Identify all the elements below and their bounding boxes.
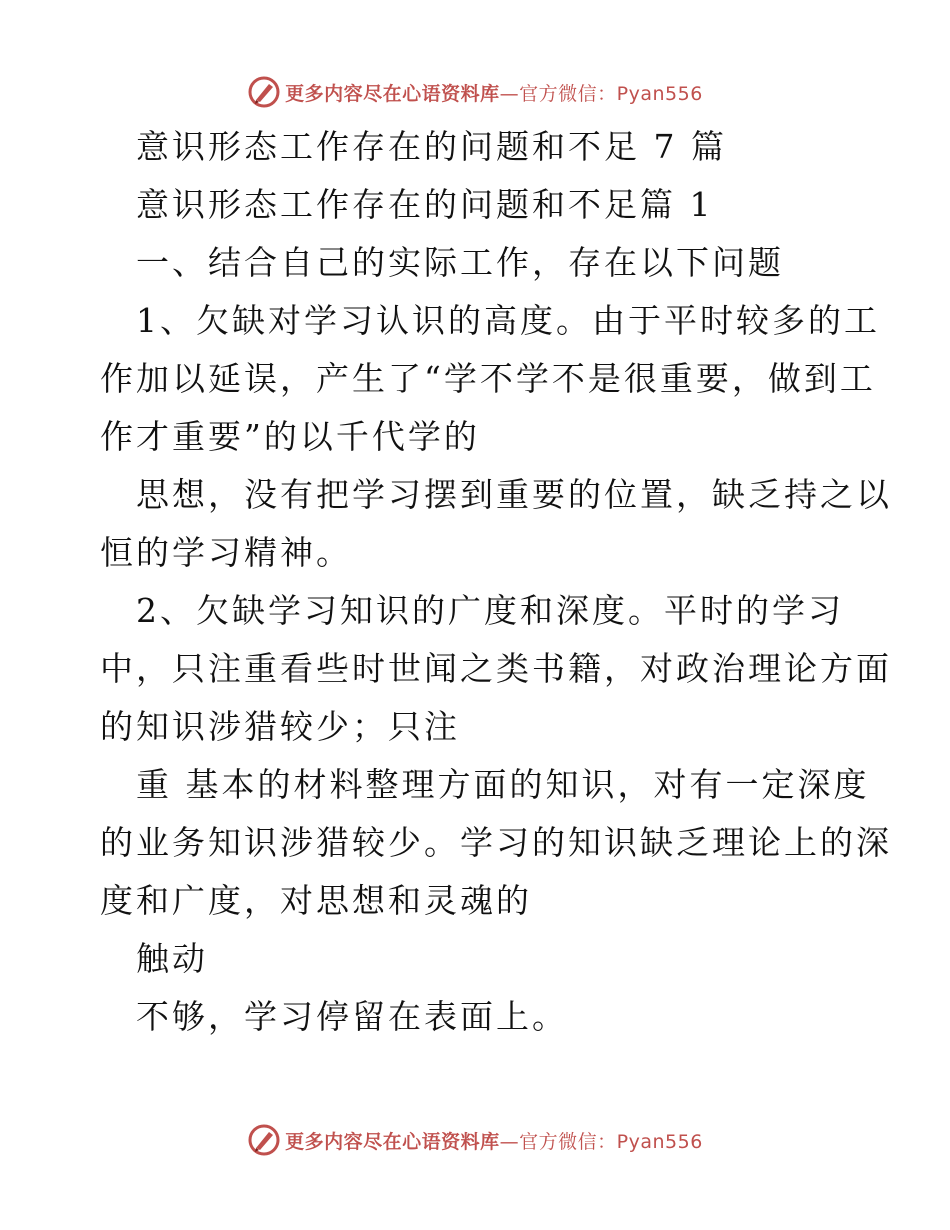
text-line: 作才重要”的以千代学的 xyxy=(100,417,480,456)
text-line: 触动 xyxy=(136,939,208,978)
document-body xyxy=(100,118,892,1046)
text-line: 意识形态工作存在的问题和不足篇 1 xyxy=(136,185,714,224)
pen-logo-icon xyxy=(247,1123,281,1157)
text-line: 一、结合自己的实际工作，存在以下问题 xyxy=(136,243,784,282)
text-line: 思想，没有把学习摆到重要的位置，缺乏持之以 xyxy=(136,475,892,514)
pen-logo-icon xyxy=(247,75,281,109)
text-line: 不够，学习停留在表面上。 xyxy=(136,997,568,1036)
text-line: 作加以延误，产生了“学不学不是很重要，做到工 xyxy=(100,359,876,398)
text-line: 2、欠缺学习知识的广度和深度。平时的学习 xyxy=(136,591,844,630)
text-line: 的知识涉猎较少；只注 xyxy=(100,707,460,746)
header-banner xyxy=(0,72,950,112)
text-line: 的业务知识涉猎较少。学习的知识缺乏理论上的深 xyxy=(100,823,892,862)
text-line: 中，只注重看些时世闻之类书籍，对政治理论方面 xyxy=(100,649,892,688)
banner-text: 更多内容尽在心语资料库—官方微信：Pyan556 xyxy=(285,1130,703,1153)
text-line: 度和广度，对思想和灵魂的 xyxy=(100,881,532,920)
text-line: 意识形态工作存在的问题和不足 7 篇 xyxy=(136,127,727,166)
text-line: 1、欠缺对学习认识的高度。由于平时较多的工 xyxy=(136,301,880,340)
text-line: 恒的学习精神。 xyxy=(100,533,352,572)
footer-banner xyxy=(0,1120,950,1160)
banner-text: 更多内容尽在心语资料库—官方微信：Pyan556 xyxy=(285,82,703,105)
text-line: 重 基本的材料整理方面的知识，对有一定深度 xyxy=(136,765,870,804)
